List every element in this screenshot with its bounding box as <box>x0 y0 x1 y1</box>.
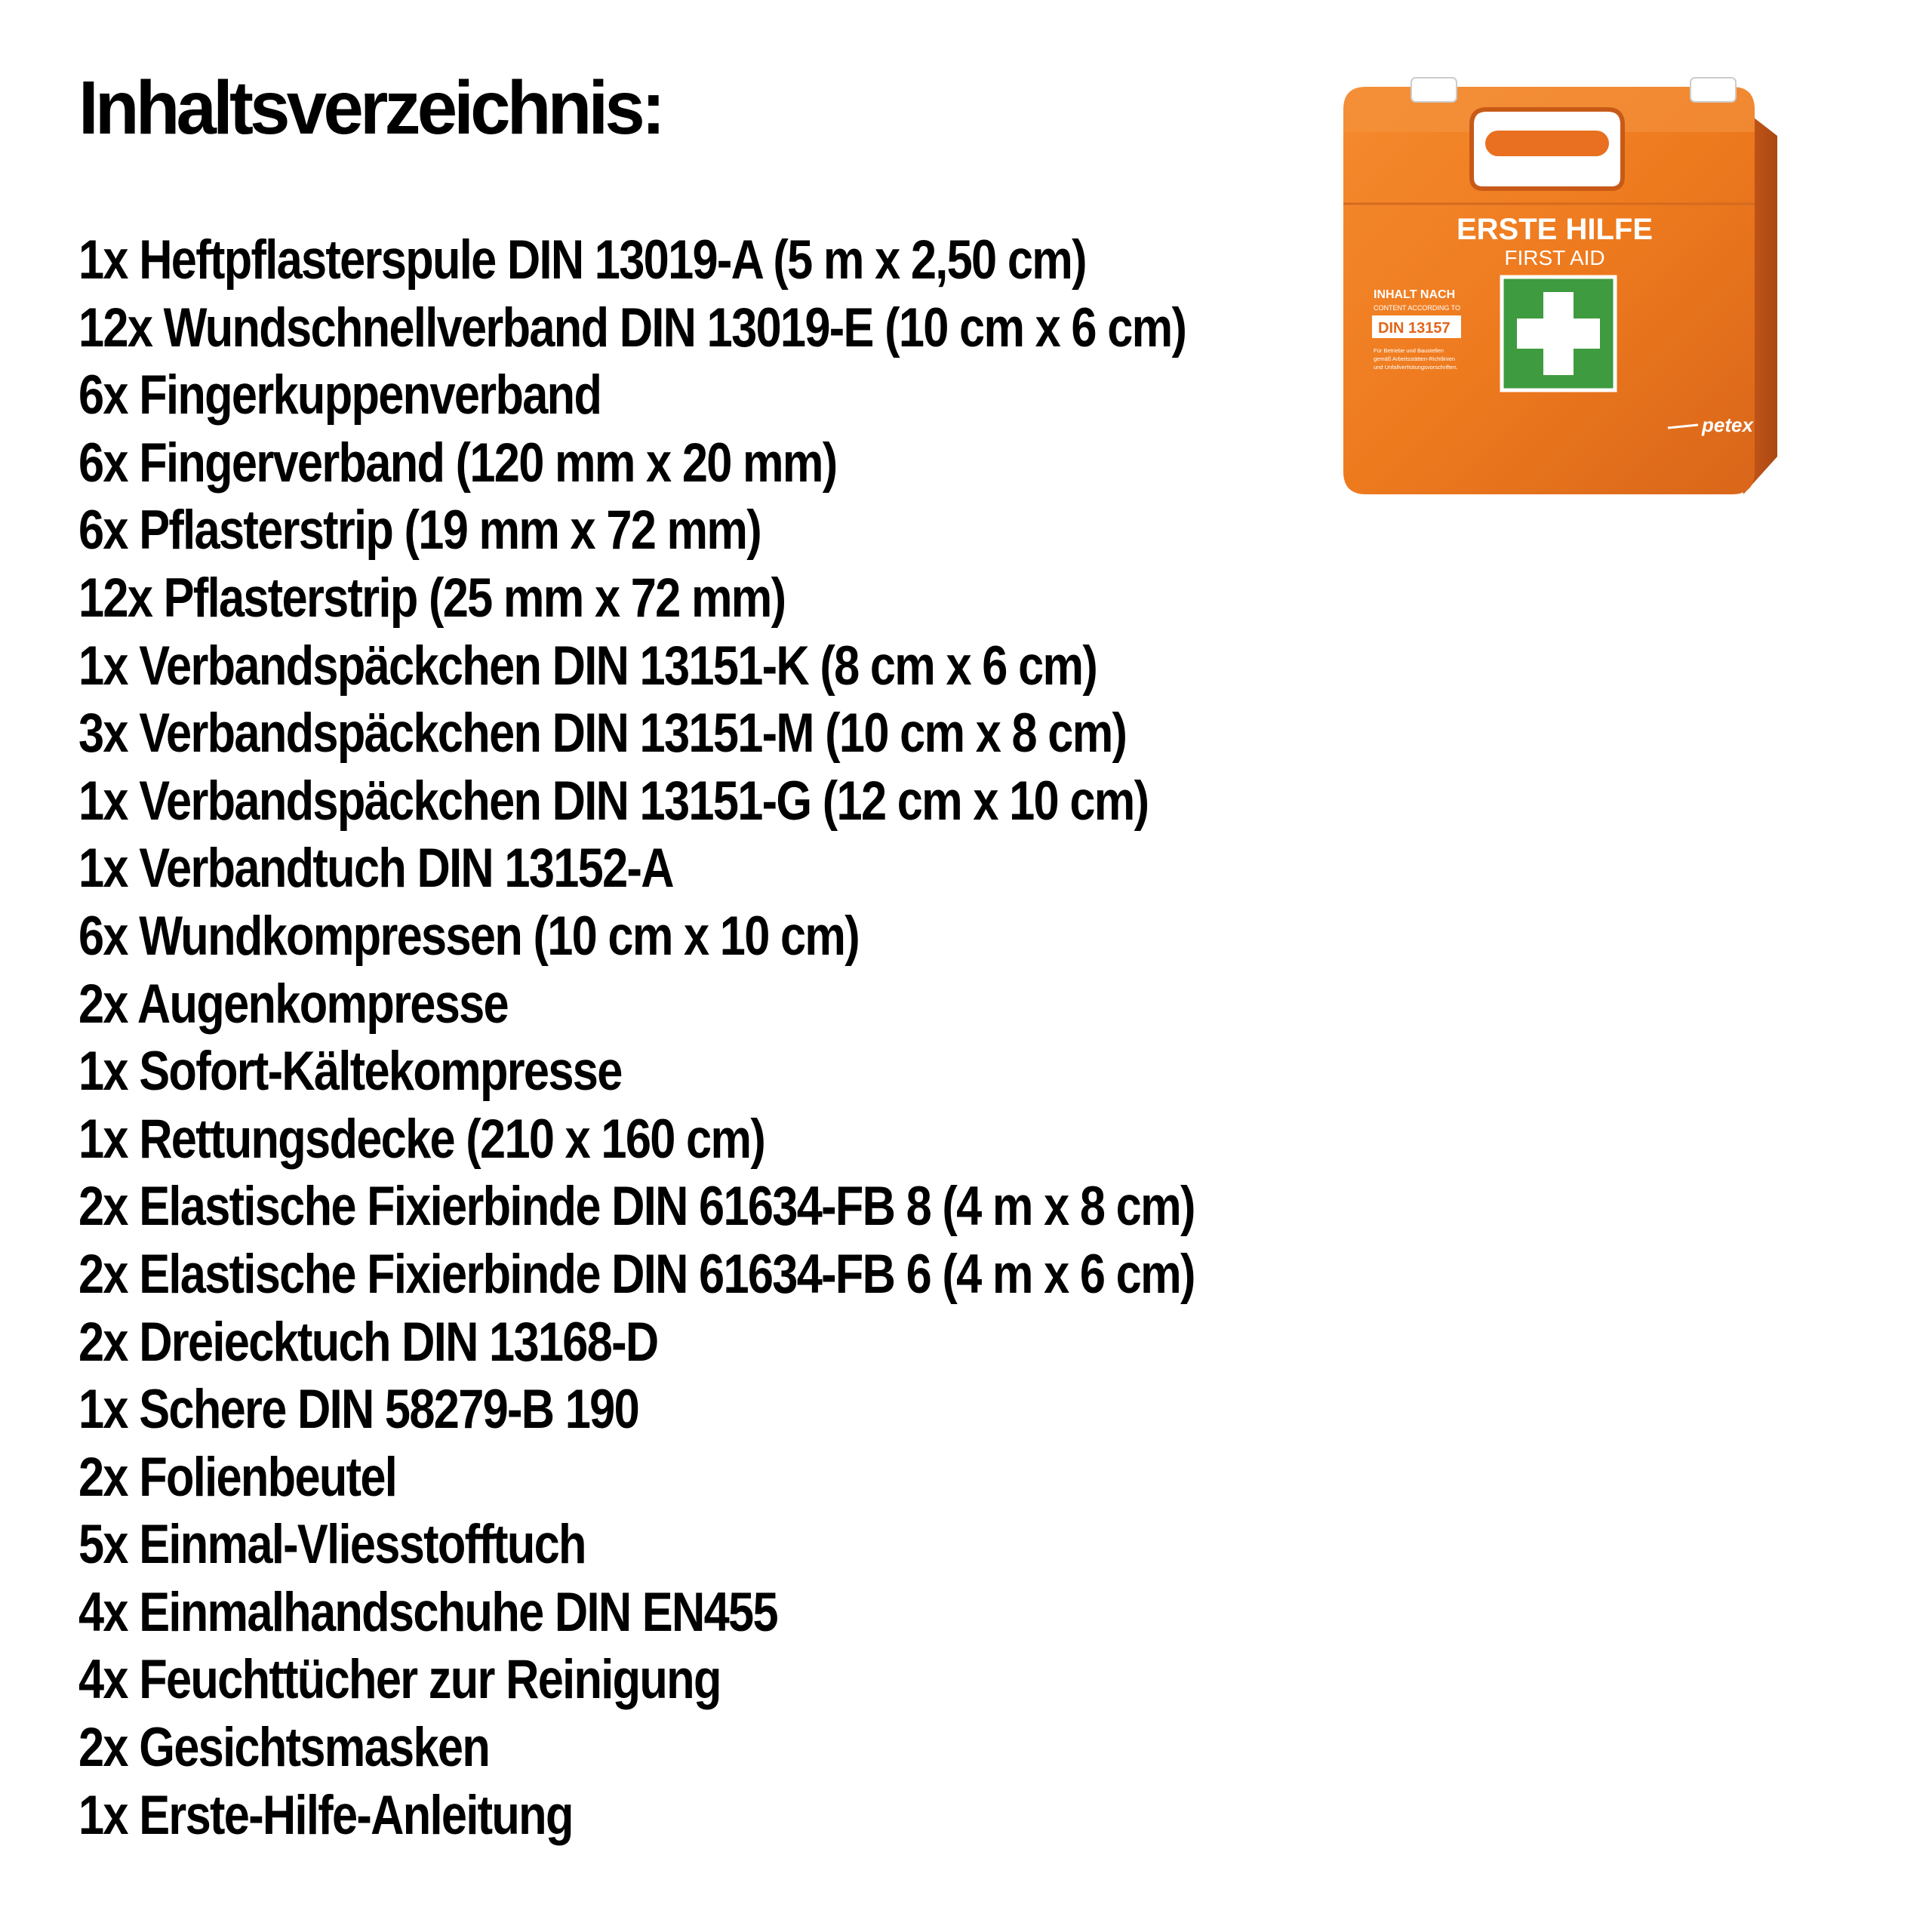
first-aid-kit-image <box>1321 64 1789 502</box>
list-item: 1x Verbandspäckchen DIN 13151-K (8 cm x 6 cm) <box>78 635 1097 697</box>
list-item: 2x Folienbeutel <box>78 1446 397 1508</box>
list-item: 3x Verbandspäckchen DIN 13151-M (10 cm x 8 cm) <box>78 703 1127 764</box>
list-item: 1x Verbandtuch DIN 13152-A <box>78 838 673 900</box>
list-item: 6x Fingerverband (120 mm x 20 mm) <box>78 432 837 494</box>
list-item: 1x Rettungsdecke (210 x 160 cm) <box>78 1108 765 1170</box>
list-item: 2x Dreiecktuch DIN 13168-D <box>78 1311 658 1373</box>
content-label: CONTENT ACCORDING TO <box>1374 304 1461 312</box>
contents-list <box>78 226 1407 1849</box>
list-item: 12x Pflasterstrip (25 mm x 72 mm) <box>78 567 786 629</box>
list-item: 2x Elastische Fixierbinde DIN 61634-FB 8 (4 m x 8 cm) <box>78 1176 1195 1238</box>
small-print: gemäß Arbeitsstätten-Richtlinien <box>1374 355 1455 362</box>
page-title: Inhaltsverzeichnis: <box>78 66 663 150</box>
list-item: 1x Sofort-Kältekompresse <box>78 1041 622 1103</box>
kit-subtitle: FIRST AID <box>1504 246 1605 269</box>
list-item: 1x Erste-Hilfe-Anleitung <box>78 1784 573 1846</box>
list-item: 1x Heftpflasterspule DIN 13019-A (5 m x 2,50 cm) <box>78 229 1086 291</box>
list-item: 12x Wundschnellverband DIN 13019-E (10 cm x 6 cm) <box>78 297 1186 358</box>
list-item: 6x Wundkompressen (10 cm x 10 cm) <box>78 905 860 967</box>
list-item: 6x Fingerkuppenverband <box>78 365 601 426</box>
brand-logo: petex <box>1702 414 1753 436</box>
list-item: 2x Elastische Fixierbinde DIN 61634-FB 6 (4 m x 6 cm) <box>78 1243 1195 1305</box>
kit-title: ERSTE HILFE <box>1456 213 1654 246</box>
latch-left-icon <box>1411 78 1457 102</box>
din-label: DIN 13157 <box>1378 320 1451 337</box>
list-item: 1x Schere DIN 58279-B 190 <box>78 1379 639 1441</box>
list-item: 1x Verbandspäckchen DIN 13151-G (12 cm x 10 cm) <box>78 770 1149 832</box>
list-item: 4x Einmalhandschuhe DIN EN455 <box>78 1581 777 1643</box>
list-item: 6x Pflasterstrip (19 mm x 72 mm) <box>78 500 761 561</box>
inhalt-label: INHALT NACH <box>1374 288 1456 301</box>
latch-right-icon <box>1690 78 1736 102</box>
list-item: 4x Feuchttücher zur Reinigung <box>78 1649 721 1711</box>
small-print: und Unfallverhütungsvorschriften. <box>1374 364 1458 371</box>
list-item: 5x Einmal-Vliesstofftuch <box>78 1514 586 1576</box>
list-item: 2x Gesichtsmasken <box>78 1717 490 1779</box>
small-print: Für Betriebe und Baustellen <box>1374 347 1444 354</box>
list-item: 2x Augenkompresse <box>78 973 508 1035</box>
